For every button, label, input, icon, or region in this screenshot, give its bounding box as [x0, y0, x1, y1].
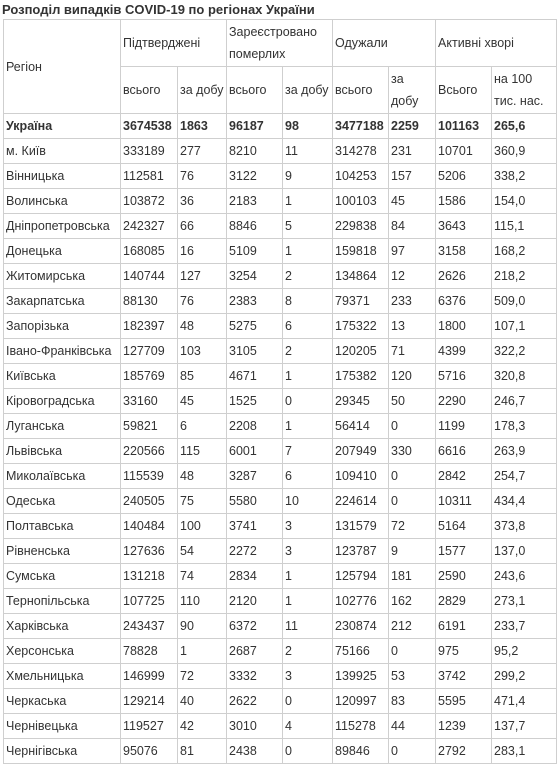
value-cell: 83	[389, 689, 436, 714]
table-row	[4, 514, 557, 539]
value-cell: 107,1	[492, 314, 557, 339]
value-cell: 134864	[333, 264, 389, 289]
value-cell: 103872	[121, 189, 178, 214]
table-row	[4, 239, 557, 264]
region-name-cell: Тернопільська	[4, 589, 121, 614]
region-name-cell: Україна	[4, 114, 121, 139]
value-cell: 0	[389, 414, 436, 439]
value-cell: 0	[283, 689, 333, 714]
value-cell: 273,1	[492, 589, 557, 614]
value-cell: 110	[178, 589, 227, 614]
table-row	[4, 564, 557, 589]
value-cell: 314278	[333, 139, 389, 164]
value-cell: 1863	[178, 114, 227, 139]
value-cell: 1586	[436, 189, 492, 214]
region-name-cell: Черкаська	[4, 689, 121, 714]
header-deaths-total: всього	[227, 67, 283, 114]
value-cell: 5595	[436, 689, 492, 714]
value-cell: 2183	[227, 189, 283, 214]
value-cell: 168,2	[492, 239, 557, 264]
region-name-cell: Івано-Франківська	[4, 339, 121, 364]
region-name-cell: м. Київ	[4, 139, 121, 164]
region-name-cell: Сумська	[4, 564, 121, 589]
value-cell: 3287	[227, 464, 283, 489]
value-cell: 3742	[436, 664, 492, 689]
table-row	[4, 439, 557, 464]
value-cell: 263,9	[492, 439, 557, 464]
value-cell: 76	[178, 289, 227, 314]
value-cell: 137,7	[492, 714, 557, 739]
header-region: Регіон	[4, 20, 121, 114]
value-cell: 185769	[121, 364, 178, 389]
value-cell: 4671	[227, 364, 283, 389]
value-cell: 2	[283, 339, 333, 364]
header-recovered-total: всього	[333, 67, 389, 114]
value-cell: 74	[178, 564, 227, 589]
region-name-cell: Волинська	[4, 189, 121, 214]
region-name-cell: Дніпропетровська	[4, 214, 121, 239]
table-row	[4, 739, 557, 764]
region-name-cell: Миколаївська	[4, 464, 121, 489]
value-cell: 9	[283, 164, 333, 189]
value-cell: 72	[178, 664, 227, 689]
value-cell: 59821	[121, 414, 178, 439]
value-cell: 2259	[389, 114, 436, 139]
region-name-cell: Чернівецька	[4, 714, 121, 739]
region-name-cell: Закарпатська	[4, 289, 121, 314]
value-cell: 84	[389, 214, 436, 239]
value-cell: 3643	[436, 214, 492, 239]
table-row	[4, 289, 557, 314]
value-cell: 283,1	[492, 739, 557, 764]
value-cell: 36	[178, 189, 227, 214]
value-cell: 45	[178, 389, 227, 414]
table-row	[4, 389, 557, 414]
value-cell: 178,3	[492, 414, 557, 439]
value-cell: 338,2	[492, 164, 557, 189]
value-cell: 0	[389, 739, 436, 764]
header-recovered: Одужали	[333, 20, 436, 67]
value-cell: 102776	[333, 589, 389, 614]
value-cell: 2842	[436, 464, 492, 489]
value-cell: 373,8	[492, 514, 557, 539]
value-cell: 181	[389, 564, 436, 589]
table-row	[4, 364, 557, 389]
table-row	[4, 489, 557, 514]
value-cell: 159818	[333, 239, 389, 264]
value-cell: 254,7	[492, 464, 557, 489]
value-cell: 42	[178, 714, 227, 739]
value-cell: 6376	[436, 289, 492, 314]
value-cell: 3	[283, 664, 333, 689]
header-active: Активні хворі	[436, 20, 557, 67]
value-cell: 6	[178, 414, 227, 439]
value-cell: 218,2	[492, 264, 557, 289]
table-row	[4, 539, 557, 564]
value-cell: 2383	[227, 289, 283, 314]
table-row	[4, 614, 557, 639]
page-title: Розподіл випадків COVID-19 по регіонах України	[2, 2, 315, 17]
value-cell: 9	[389, 539, 436, 564]
value-cell: 1	[178, 639, 227, 664]
value-cell: 13	[389, 314, 436, 339]
value-cell: 11	[283, 139, 333, 164]
value-cell: 44	[389, 714, 436, 739]
value-cell: 125794	[333, 564, 389, 589]
value-cell: 246,7	[492, 389, 557, 414]
value-cell: 4399	[436, 339, 492, 364]
value-cell: 2590	[436, 564, 492, 589]
value-cell: 224614	[333, 489, 389, 514]
value-cell: 2687	[227, 639, 283, 664]
region-name-cell: Київська	[4, 364, 121, 389]
value-cell: 322,2	[492, 339, 557, 364]
table-row	[4, 314, 557, 339]
value-cell: 2829	[436, 589, 492, 614]
value-cell: 146999	[121, 664, 178, 689]
value-cell: 8	[283, 289, 333, 314]
value-cell: 1	[283, 564, 333, 589]
region-name-cell: Луганська	[4, 414, 121, 439]
value-cell: 115539	[121, 464, 178, 489]
region-name-cell: Запорізька	[4, 314, 121, 339]
value-cell: 89846	[333, 739, 389, 764]
value-cell: 243437	[121, 614, 178, 639]
header-active-per-100k: на 100 тис. нас.	[492, 67, 557, 114]
value-cell: 265,6	[492, 114, 557, 139]
value-cell: 10311	[436, 489, 492, 514]
value-cell: 120205	[333, 339, 389, 364]
value-cell: 78828	[121, 639, 178, 664]
value-cell: 90	[178, 614, 227, 639]
value-cell: 16	[178, 239, 227, 264]
value-cell: 8846	[227, 214, 283, 239]
value-cell: 434,4	[492, 489, 557, 514]
header-deaths-per-day: за добу	[283, 67, 333, 114]
value-cell: 6372	[227, 614, 283, 639]
value-cell: 66	[178, 214, 227, 239]
table-row	[4, 214, 557, 239]
value-cell: 119527	[121, 714, 178, 739]
region-name-cell: Харківська	[4, 614, 121, 639]
value-cell: 11	[283, 614, 333, 639]
table-row	[4, 589, 557, 614]
region-name-cell: Хмельницька	[4, 664, 121, 689]
value-cell: 115278	[333, 714, 389, 739]
value-cell: 975	[436, 639, 492, 664]
value-cell: 72	[389, 514, 436, 539]
table-body	[4, 20, 557, 764]
value-cell: 120	[389, 364, 436, 389]
value-cell: 104253	[333, 164, 389, 189]
value-cell: 229838	[333, 214, 389, 239]
value-cell: 53	[389, 664, 436, 689]
value-cell: 10701	[436, 139, 492, 164]
value-cell: 127	[178, 264, 227, 289]
header-confirmed-total: всього	[121, 67, 178, 114]
value-cell: 33160	[121, 389, 178, 414]
value-cell: 1800	[436, 314, 492, 339]
value-cell: 140744	[121, 264, 178, 289]
value-cell: 233,7	[492, 614, 557, 639]
value-cell: 2120	[227, 589, 283, 614]
region-name-cell: Одеська	[4, 489, 121, 514]
region-name-cell: Вінницька	[4, 164, 121, 189]
value-cell: 168085	[121, 239, 178, 264]
value-cell: 3158	[436, 239, 492, 264]
value-cell: 137,0	[492, 539, 557, 564]
header-confirmed-per-day: за добу	[178, 67, 227, 114]
table-row	[4, 114, 557, 139]
value-cell: 100	[178, 514, 227, 539]
value-cell: 330	[389, 439, 436, 464]
table-row	[4, 339, 557, 364]
value-cell: 0	[389, 464, 436, 489]
value-cell: 0	[389, 639, 436, 664]
value-cell: 45	[389, 189, 436, 214]
value-cell: 81	[178, 739, 227, 764]
value-cell: 109410	[333, 464, 389, 489]
value-cell: 157	[389, 164, 436, 189]
value-cell: 3332	[227, 664, 283, 689]
value-cell: 212	[389, 614, 436, 639]
value-cell: 3010	[227, 714, 283, 739]
value-cell: 240505	[121, 489, 178, 514]
value-cell: 2792	[436, 739, 492, 764]
value-cell: 3741	[227, 514, 283, 539]
value-cell: 1525	[227, 389, 283, 414]
value-cell: 243,6	[492, 564, 557, 589]
value-cell: 4	[283, 714, 333, 739]
header-deaths: Зареєстровано померлих	[227, 20, 333, 67]
value-cell: 48	[178, 314, 227, 339]
value-cell: 56414	[333, 414, 389, 439]
value-cell: 3	[283, 514, 333, 539]
value-cell: 2	[283, 264, 333, 289]
value-cell: 154,0	[492, 189, 557, 214]
value-cell: 5164	[436, 514, 492, 539]
value-cell: 76	[178, 164, 227, 189]
table-row	[4, 714, 557, 739]
value-cell: 182397	[121, 314, 178, 339]
value-cell: 6616	[436, 439, 492, 464]
value-cell: 1	[283, 589, 333, 614]
region-name-cell: Рівненська	[4, 539, 121, 564]
value-cell: 6	[283, 464, 333, 489]
value-cell: 471,4	[492, 689, 557, 714]
value-cell: 3477188	[333, 114, 389, 139]
value-cell: 0	[389, 489, 436, 514]
value-cell: 97	[389, 239, 436, 264]
value-cell: 175382	[333, 364, 389, 389]
value-cell: 115	[178, 439, 227, 464]
value-cell: 2622	[227, 689, 283, 714]
value-cell: 1199	[436, 414, 492, 439]
value-cell: 231	[389, 139, 436, 164]
region-name-cell: Львівська	[4, 439, 121, 464]
value-cell: 2626	[436, 264, 492, 289]
value-cell: 29345	[333, 389, 389, 414]
value-cell: 299,2	[492, 664, 557, 689]
value-cell: 220566	[121, 439, 178, 464]
table-row	[4, 189, 557, 214]
value-cell: 3674538	[121, 114, 178, 139]
region-name-cell: Полтавська	[4, 514, 121, 539]
value-cell: 129214	[121, 689, 178, 714]
value-cell: 5716	[436, 364, 492, 389]
value-cell: 140484	[121, 514, 178, 539]
value-cell: 6191	[436, 614, 492, 639]
value-cell: 2272	[227, 539, 283, 564]
value-cell: 10	[283, 489, 333, 514]
table-row	[4, 139, 557, 164]
covid-regions-table	[3, 19, 557, 764]
value-cell: 3122	[227, 164, 283, 189]
table-row	[4, 639, 557, 664]
region-name-cell: Чернігівська	[4, 739, 121, 764]
value-cell: 230874	[333, 614, 389, 639]
value-cell: 85	[178, 364, 227, 389]
value-cell: 3254	[227, 264, 283, 289]
value-cell: 95076	[121, 739, 178, 764]
value-cell: 5206	[436, 164, 492, 189]
value-cell: 242327	[121, 214, 178, 239]
value-cell: 103	[178, 339, 227, 364]
table-row	[4, 689, 557, 714]
value-cell: 509,0	[492, 289, 557, 314]
value-cell: 127709	[121, 339, 178, 364]
table-row	[4, 414, 557, 439]
value-cell: 5580	[227, 489, 283, 514]
value-cell: 12	[389, 264, 436, 289]
value-cell: 2208	[227, 414, 283, 439]
value-cell: 5275	[227, 314, 283, 339]
value-cell: 277	[178, 139, 227, 164]
header-recovered-per-day: за добу	[389, 67, 436, 114]
value-cell: 162	[389, 589, 436, 614]
value-cell: 120997	[333, 689, 389, 714]
value-cell: 5109	[227, 239, 283, 264]
value-cell: 320,8	[492, 364, 557, 389]
value-cell: 100103	[333, 189, 389, 214]
value-cell: 1577	[436, 539, 492, 564]
value-cell: 360,9	[492, 139, 557, 164]
value-cell: 123787	[333, 539, 389, 564]
region-name-cell: Житомирська	[4, 264, 121, 289]
value-cell: 3	[283, 539, 333, 564]
value-cell: 50	[389, 389, 436, 414]
value-cell: 0	[283, 739, 333, 764]
value-cell: 40	[178, 689, 227, 714]
value-cell: 2	[283, 639, 333, 664]
value-cell: 88130	[121, 289, 178, 314]
value-cell: 175322	[333, 314, 389, 339]
value-cell: 95,2	[492, 639, 557, 664]
value-cell: 115,1	[492, 214, 557, 239]
value-cell: 2438	[227, 739, 283, 764]
value-cell: 131579	[333, 514, 389, 539]
value-cell: 112581	[121, 164, 178, 189]
value-cell: 5	[283, 214, 333, 239]
value-cell: 207949	[333, 439, 389, 464]
value-cell: 107725	[121, 589, 178, 614]
value-cell: 1239	[436, 714, 492, 739]
value-cell: 131218	[121, 564, 178, 589]
value-cell: 98	[283, 114, 333, 139]
value-cell: 8210	[227, 139, 283, 164]
header-active-total: Всього	[436, 67, 492, 114]
header-row-groups	[4, 20, 557, 67]
value-cell: 0	[283, 389, 333, 414]
value-cell: 101163	[436, 114, 492, 139]
value-cell: 54	[178, 539, 227, 564]
value-cell: 96187	[227, 114, 283, 139]
value-cell: 75	[178, 489, 227, 514]
value-cell: 7	[283, 439, 333, 464]
value-cell: 6	[283, 314, 333, 339]
value-cell: 333189	[121, 139, 178, 164]
value-cell: 127636	[121, 539, 178, 564]
value-cell: 2290	[436, 389, 492, 414]
header-confirmed: Підтверджені	[121, 20, 227, 67]
table-row	[4, 264, 557, 289]
value-cell: 1	[283, 189, 333, 214]
value-cell: 139925	[333, 664, 389, 689]
value-cell: 1	[283, 364, 333, 389]
value-cell: 2834	[227, 564, 283, 589]
value-cell: 75166	[333, 639, 389, 664]
value-cell: 71	[389, 339, 436, 364]
value-cell: 48	[178, 464, 227, 489]
value-cell: 1	[283, 239, 333, 264]
region-name-cell: Херсонська	[4, 639, 121, 664]
region-name-cell: Кіровоградська	[4, 389, 121, 414]
value-cell: 6001	[227, 439, 283, 464]
table-row	[4, 164, 557, 189]
table-row	[4, 464, 557, 489]
value-cell: 233	[389, 289, 436, 314]
region-name-cell: Донецька	[4, 239, 121, 264]
table-row	[4, 664, 557, 689]
value-cell: 1	[283, 414, 333, 439]
value-cell: 79371	[333, 289, 389, 314]
value-cell: 3105	[227, 339, 283, 364]
